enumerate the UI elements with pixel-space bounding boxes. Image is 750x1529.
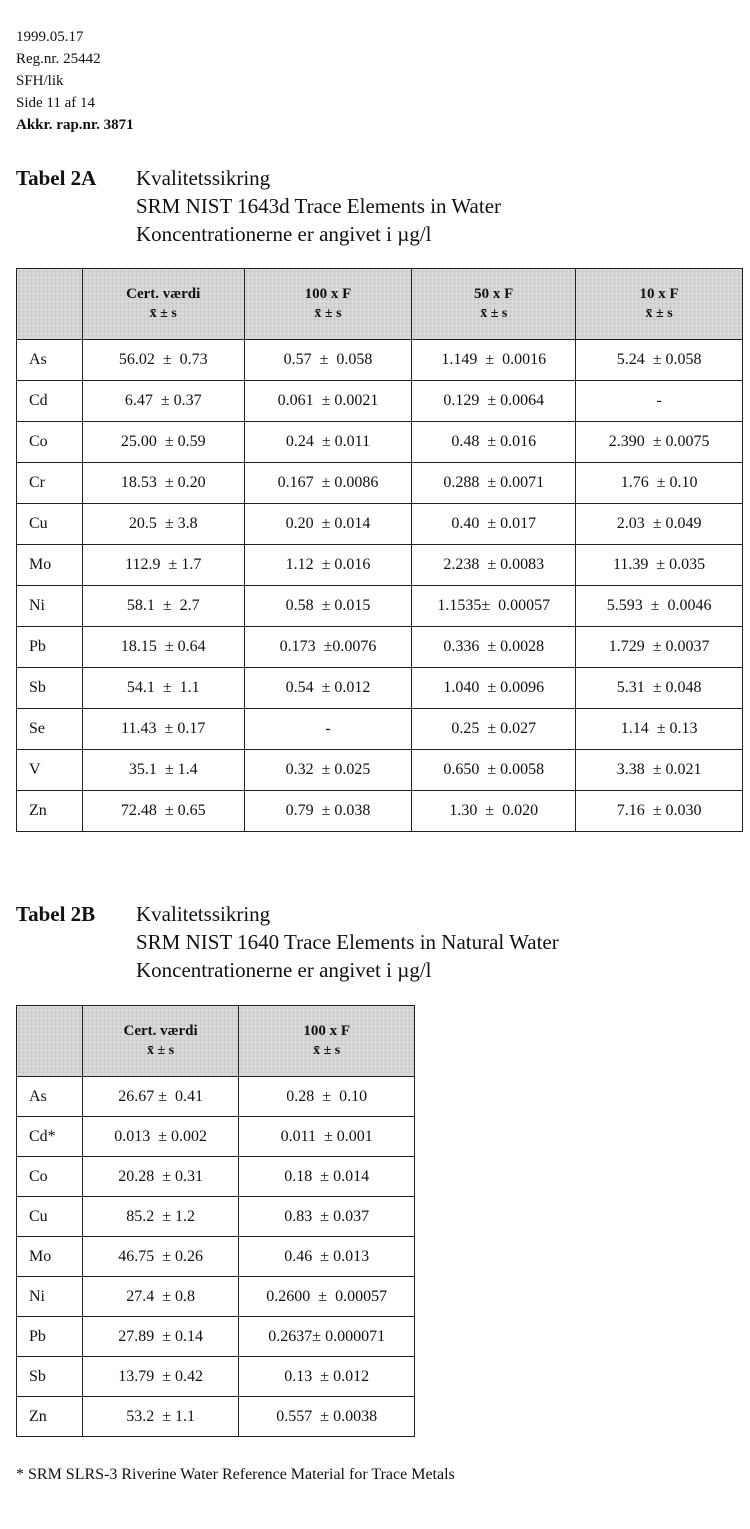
element-cell: As: [17, 340, 83, 381]
value-cell: 0.011 ± 0.001: [239, 1117, 415, 1157]
value-cell: 0.013 ± 0.002: [82, 1117, 239, 1157]
value-cell: 0.48 ± 0.016: [412, 422, 576, 463]
table-row: [17, 1317, 415, 1357]
table-2b-title-line: Kvalitetssikring: [136, 902, 271, 926]
element-cell: Mo: [17, 1237, 83, 1277]
table-2a-title-line: SRM NIST 1643d Trace Elements in Water: [136, 194, 502, 218]
value-cell: 1.14 ± 0.13: [576, 709, 743, 750]
column-header-stat: x̄ ± s: [645, 306, 673, 321]
value-cell: 0.650 ± 0.0058: [412, 750, 576, 791]
value-cell: 72.48 ± 0.65: [82, 791, 244, 832]
value-cell: 18.15 ± 0.64: [82, 627, 244, 668]
column-header-stat: x̄ ± s: [314, 306, 342, 321]
table-row: [17, 463, 743, 504]
value-cell: 5.31 ± 0.048: [576, 668, 743, 709]
table-2a-label: Tabel 2A: [16, 166, 97, 190]
table-row: [17, 545, 743, 586]
table-row: [17, 381, 743, 422]
value-cell: 6.47 ± 0.37: [82, 381, 244, 422]
value-cell: 85.2 ± 1.2: [82, 1197, 239, 1237]
table-row: [17, 1197, 415, 1237]
value-cell: 20.5 ± 3.8: [82, 504, 244, 545]
header-accreditation: Akkr. rap.nr. 3871: [16, 117, 134, 133]
element-cell: Pb: [17, 627, 83, 668]
element-cell: Co: [17, 1157, 83, 1197]
column-header-label: 10 x F: [639, 286, 679, 302]
table-2b-title-line: SRM NIST 1640 Trace Elements in Natural Water: [136, 930, 559, 954]
column-header-label: Cert. værdi: [123, 1023, 198, 1039]
value-cell: 5.593 ± 0.0046: [576, 586, 743, 627]
value-cell: 3.38 ± 0.021: [576, 750, 743, 791]
column-header-stat: x̄ ± s: [480, 306, 508, 321]
value-cell: 25.00 ± 0.59: [82, 422, 244, 463]
element-cell: As: [17, 1077, 83, 1117]
table-row: [17, 791, 743, 832]
table-2b: [16, 1005, 415, 1437]
value-cell: 0.83 ± 0.037: [239, 1197, 415, 1237]
value-cell: 56.02 ± 0.73: [82, 340, 244, 381]
document-header: [16, 26, 134, 136]
value-cell: 0.24 ± 0.011: [244, 422, 412, 463]
table-row: [17, 1117, 415, 1157]
value-cell: 13.79 ± 0.42: [82, 1357, 239, 1397]
value-cell: 1.729 ± 0.0037: [576, 627, 743, 668]
element-cell: Cd: [17, 381, 83, 422]
element-cell: V: [17, 750, 83, 791]
value-cell: 1.149 ± 0.0016: [412, 340, 576, 381]
table-row: [17, 1237, 415, 1277]
value-cell: 0.336 ± 0.0028: [412, 627, 576, 668]
value-cell: 112.9 ± 1.7: [82, 545, 244, 586]
value-cell: 11.43 ± 0.17: [82, 709, 244, 750]
value-cell: 0.173 ±0.0076: [244, 627, 412, 668]
value-cell: 0.557 ± 0.0038: [239, 1397, 415, 1437]
column-header: [82, 1006, 239, 1077]
value-cell: 0.79 ± 0.038: [244, 791, 412, 832]
column-header: [412, 269, 576, 340]
element-cell: Pb: [17, 1317, 83, 1357]
header-date: 1999.05.17: [16, 29, 84, 45]
element-cell: Co: [17, 422, 83, 463]
value-cell: -: [576, 381, 743, 422]
element-cell: Zn: [17, 1397, 83, 1437]
table-2b-title-line: Koncentrationerne er angivet i µg/l: [136, 958, 432, 982]
value-cell: 5.24 ± 0.058: [576, 340, 743, 381]
value-cell: 7.16 ± 0.030: [576, 791, 743, 832]
table-row: [17, 1357, 415, 1397]
value-cell: 0.13 ± 0.012: [239, 1357, 415, 1397]
footnote: * SRM SLRS-3 Riverine Water Reference Material for Trace Metals: [16, 1466, 455, 1483]
value-cell: 27.89 ± 0.14: [82, 1317, 239, 1357]
table-row: [17, 340, 743, 381]
element-cell: Mo: [17, 545, 83, 586]
table-2b-header-row: [17, 1006, 415, 1077]
table-2b-label: Tabel 2B: [16, 902, 96, 926]
value-cell: 0.061 ± 0.0021: [244, 381, 412, 422]
value-cell: 11.39 ± 0.035: [576, 545, 743, 586]
column-header-label: 100 x F: [304, 286, 352, 302]
column-header: [82, 269, 244, 340]
table-row: [17, 1397, 415, 1437]
value-cell: 1.30 ± 0.020: [412, 791, 576, 832]
table-row: [17, 504, 743, 545]
table-row: [17, 750, 743, 791]
value-cell: 1.12 ± 0.016: [244, 545, 412, 586]
value-cell: 1.76 ± 0.10: [576, 463, 743, 504]
table-2a-header-row: [17, 269, 743, 340]
value-cell: 0.167 ± 0.0086: [244, 463, 412, 504]
element-cell: Cu: [17, 504, 83, 545]
column-header-label: 100 x F: [303, 1023, 351, 1039]
header-page: Side 11 af 14: [16, 95, 96, 111]
element-cell: Sb: [17, 1357, 83, 1397]
column-header: [244, 269, 412, 340]
column-header: [239, 1006, 415, 1077]
column-header-label: Cert. værdi: [126, 286, 201, 302]
value-cell: 0.129 ± 0.0064: [412, 381, 576, 422]
value-cell: 54.1 ± 1.1: [82, 668, 244, 709]
value-cell: 26.67 ± 0.41: [82, 1077, 239, 1117]
value-cell: 0.40 ± 0.017: [412, 504, 576, 545]
table-row: [17, 709, 743, 750]
column-header: [576, 269, 743, 340]
value-cell: 0.25 ± 0.027: [412, 709, 576, 750]
table-row: [17, 1157, 415, 1197]
value-cell: 0.58 ± 0.015: [244, 586, 412, 627]
value-cell: 27.4 ± 0.8: [82, 1277, 239, 1317]
value-cell: 35.1 ± 1.4: [82, 750, 244, 791]
table-2b-body: [17, 1077, 415, 1437]
table-row: [17, 1077, 415, 1117]
table-row: [17, 668, 743, 709]
column-header: [17, 1006, 83, 1077]
column-header-stat: x̄ ± s: [149, 306, 177, 321]
value-cell: 0.18 ± 0.014: [239, 1157, 415, 1197]
element-cell: Cr: [17, 463, 83, 504]
element-cell: Cu: [17, 1197, 83, 1237]
element-cell: Se: [17, 709, 83, 750]
table-2a-title-line: Koncentrationerne er angivet i µg/l: [136, 222, 432, 246]
table-2a-title-line: Kvalitetssikring: [136, 166, 271, 190]
element-cell: Ni: [17, 1277, 83, 1317]
value-cell: 0.28 ± 0.10: [239, 1077, 415, 1117]
element-cell: Zn: [17, 791, 83, 832]
table-row: [17, 422, 743, 463]
header-initials: SFH/lik: [16, 73, 64, 89]
column-header: [17, 269, 83, 340]
table-row: [17, 627, 743, 668]
value-cell: 0.57 ± 0.058: [244, 340, 412, 381]
value-cell: 18.53 ± 0.20: [82, 463, 244, 504]
header-reg-nr: Reg.nr. 25442: [16, 51, 101, 67]
value-cell: 1.040 ± 0.0096: [412, 668, 576, 709]
table-row: [17, 1277, 415, 1317]
column-header-label: 50 x F: [474, 286, 514, 302]
element-cell: Cd*: [17, 1117, 83, 1157]
column-header-stat: x̄ ± s: [313, 1043, 341, 1058]
value-cell: 20.28 ± 0.31: [82, 1157, 239, 1197]
value-cell: 0.2637± 0.000071: [239, 1317, 415, 1357]
value-cell: 0.20 ± 0.014: [244, 504, 412, 545]
value-cell: -: [244, 709, 412, 750]
column-header-stat: x̄ ± s: [147, 1043, 175, 1058]
table-2a: [16, 268, 743, 832]
value-cell: 1.1535± 0.00057: [412, 586, 576, 627]
table-2a-body: [17, 340, 743, 832]
value-cell: 46.75 ± 0.26: [82, 1237, 239, 1277]
value-cell: 0.46 ± 0.013: [239, 1237, 415, 1277]
value-cell: 53.2 ± 1.1: [82, 1397, 239, 1437]
table-row: [17, 586, 743, 627]
value-cell: 2.03 ± 0.049: [576, 504, 743, 545]
value-cell: 58.1 ± 2.7: [82, 586, 244, 627]
element-cell: Ni: [17, 586, 83, 627]
value-cell: 0.2600 ± 0.00057: [239, 1277, 415, 1317]
value-cell: 0.32 ± 0.025: [244, 750, 412, 791]
value-cell: 0.54 ± 0.012: [244, 668, 412, 709]
value-cell: 0.288 ± 0.0071: [412, 463, 576, 504]
value-cell: 2.238 ± 0.0083: [412, 545, 576, 586]
value-cell: 2.390 ± 0.0075: [576, 422, 743, 463]
element-cell: Sb: [17, 668, 83, 709]
